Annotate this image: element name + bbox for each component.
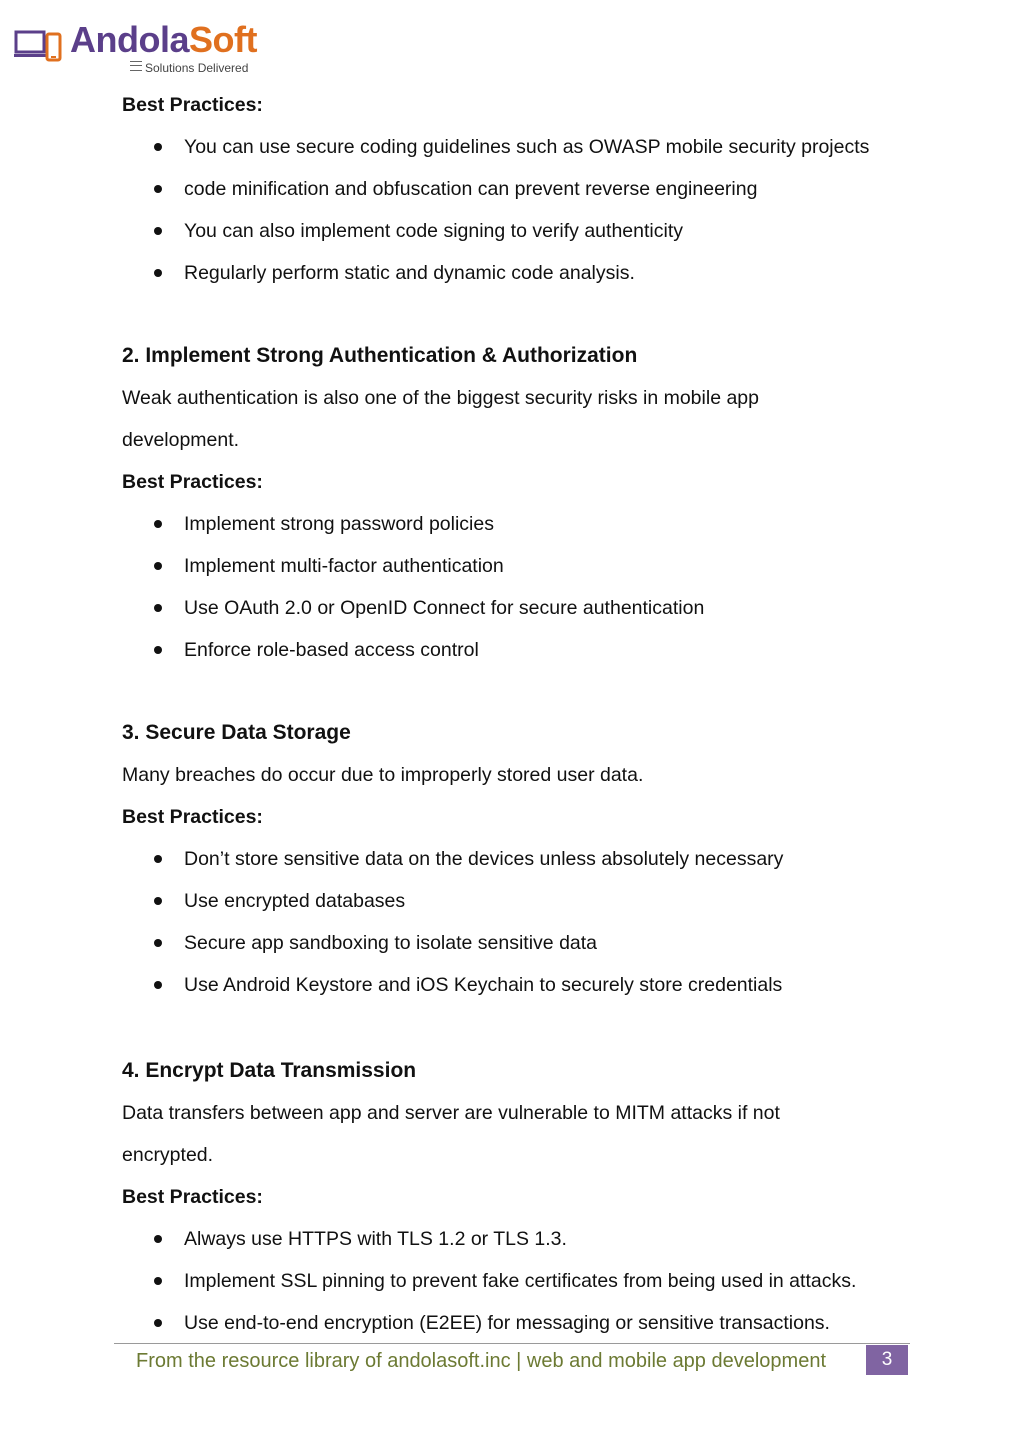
bullet-icon <box>154 1319 162 1327</box>
andolasoft-logo <box>14 18 274 78</box>
logo-tagline-row <box>130 60 248 76</box>
best-practices-label: Best Practices: <box>122 471 263 493</box>
bullet-icon <box>154 562 162 570</box>
bullet-icon <box>154 646 162 654</box>
list-item-text: Use OAuth 2.0 or OpenID Connect for secure authentication <box>184 597 705 619</box>
list-item <box>122 545 922 587</box>
list-item-text: Don’t store sensitive data on the devices unless absolutely necessary <box>184 848 784 870</box>
list-item <box>122 880 922 922</box>
list-item <box>122 1302 922 1344</box>
section-spacer <box>122 671 922 712</box>
logo-brand <box>70 20 257 60</box>
section-paragraph-line: Data transfers between app and server are vulnerable to MITM attacks if not <box>122 1102 780 1124</box>
list-item-text: Implement multi-factor authentication <box>184 555 504 577</box>
best-practices-label: Best Practices: <box>122 1186 263 1208</box>
section-paragraph-line: Many breaches do occur due to improperly stored user data. <box>122 764 644 786</box>
bullet-icon <box>154 520 162 528</box>
authentication-best-practices-list <box>122 503 922 671</box>
list-item-text: Use Android Keystore and iOS Keychain to securely store credentials <box>184 974 783 996</box>
menu-lines-icon <box>130 61 142 71</box>
list-item-text: Implement strong password policies <box>184 513 494 535</box>
list-item-text: You can use secure coding guidelines such as OWASP mobile security projects <box>184 136 870 158</box>
section-heading-encrypt-transmission: 4. Encrypt Data Transmission <box>122 1059 417 1082</box>
list-item <box>122 1260 922 1302</box>
list-item-text: You can also implement code signing to verify authenticity <box>184 220 683 242</box>
bullet-icon <box>154 1277 162 1285</box>
list-item <box>122 252 922 294</box>
section-paragraph-line: Weak authentication is also one of the biggest security risks in mobile app <box>122 387 759 409</box>
list-item-text: Enforce role-based access control <box>184 639 479 661</box>
bullet-icon <box>154 981 162 989</box>
devices-icon <box>14 26 64 66</box>
bullet-icon <box>154 1235 162 1243</box>
section-heading-authentication: 2. Implement Strong Authentication & Authorization <box>122 344 638 367</box>
data-storage-best-practices-list <box>122 838 922 1006</box>
list-item-text: Implement SSL pinning to prevent fake certificates from being used in attacks. <box>184 1270 857 1292</box>
list-item <box>122 503 922 545</box>
section-heading-data-storage: 3. Secure Data Storage <box>122 721 351 744</box>
bullet-icon <box>154 143 162 151</box>
section-spacer <box>122 1006 922 1050</box>
bullet-icon <box>154 227 162 235</box>
list-item <box>122 922 922 964</box>
page-number-badge: 3 <box>866 1345 908 1375</box>
list-item-text: Always use HTTPS with TLS 1.2 or TLS 1.3. <box>184 1228 567 1250</box>
list-item-text: Secure app sandboxing to isolate sensitive data <box>184 932 598 954</box>
list-item <box>122 964 922 1006</box>
list-item <box>122 168 922 210</box>
list-item <box>122 126 922 168</box>
document-body <box>122 84 922 1344</box>
intro-best-practices-list <box>122 126 922 294</box>
section-spacer <box>122 294 922 335</box>
footer-text: From the resource library of andolasoft.inc | web and mobile app development <box>136 1350 827 1372</box>
best-practices-label: Best Practices: <box>122 94 263 116</box>
section-paragraph-line: encrypted. <box>122 1144 214 1166</box>
list-item-text: code minification and obfuscation can prevent reverse engineering <box>184 178 758 200</box>
bullet-icon <box>154 855 162 863</box>
bullet-icon <box>154 604 162 612</box>
transmission-best-practices-list <box>122 1218 922 1344</box>
best-practices-label: Best Practices: <box>122 806 263 828</box>
list-item <box>122 838 922 880</box>
list-item-text: Use end-to-end encryption (E2EE) for messaging or sensitive transactions. <box>184 1312 830 1334</box>
list-item <box>122 1218 922 1260</box>
footer-divider <box>114 1343 910 1344</box>
bullet-icon <box>154 897 162 905</box>
logo-brand-soft: Soft <box>189 19 257 60</box>
section-paragraph-line: development. <box>122 429 240 451</box>
list-item <box>122 587 922 629</box>
list-item <box>122 210 922 252</box>
list-item-text: Regularly perform static and dynamic code analysis. <box>184 262 635 284</box>
list-item <box>122 629 922 671</box>
logo-brand-andola: Andola <box>70 19 189 60</box>
logo-tagline: Solutions Delivered <box>145 61 249 75</box>
list-item-text: Use encrypted databases <box>184 890 406 912</box>
bullet-icon <box>154 185 162 193</box>
bullet-icon <box>154 269 162 277</box>
bullet-icon <box>154 939 162 947</box>
